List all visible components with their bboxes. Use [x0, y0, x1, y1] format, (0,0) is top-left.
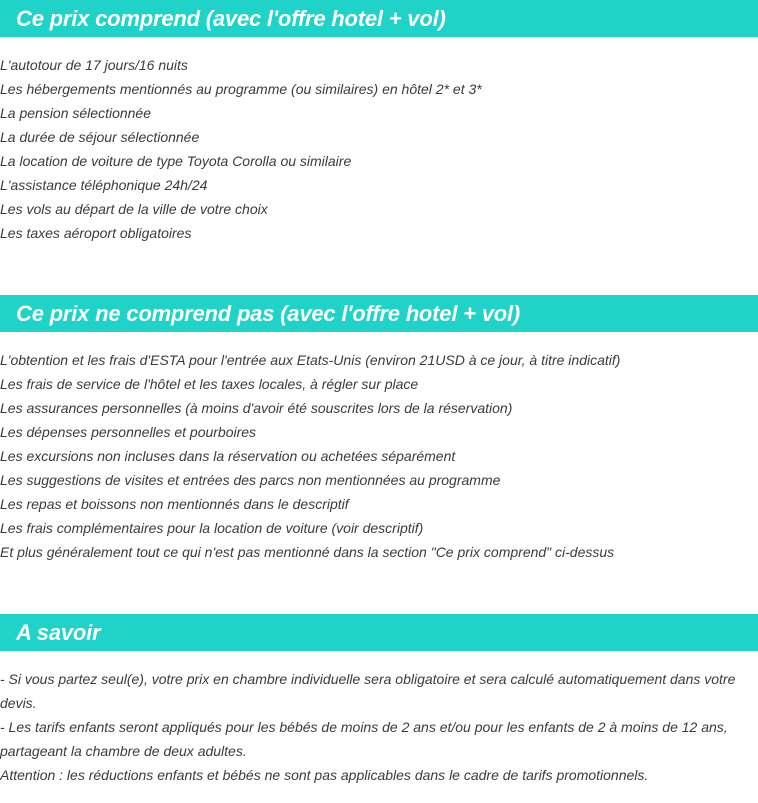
list-item: La pension sélectionnée [0, 105, 152, 121]
included-section-header [0, 0, 758, 37]
list-item: Les dépenses personnelles et pourboires [0, 424, 257, 440]
included-section-title: Ce prix comprend (avec l'offre hotel + vol) [16, 5, 446, 31]
list-item: Et plus généralement tout ce qui n'est pas mentionné dans la section "Ce prix comprend" ci-dessus [0, 544, 615, 560]
list-item: Les frais de service de l'hôtel et les taxes locales, à régler sur place [0, 376, 419, 392]
info-paragraph-child-rates: - Les tarifs enfants seront appliqués pour les bébés de moins de 2 ans et/ou pour les enfants de 2 à moins de 12 ans, partageant la chambre de deux adultes. [0, 719, 728, 759]
excluded-list [0, 348, 758, 564]
list-item: Les frais complémentaires pour la location de voiture (voir descriptif) [0, 520, 424, 536]
list-item: L'assistance téléphonique 24h/24 [0, 177, 208, 193]
list-item: L'obtention et les frais d'ESTA pour l'entrée aux Etats-Unis (environ 21USD à ce jour, à titre indicatif) [0, 352, 621, 368]
list-item: L'autotour de 17 jours/16 nuits [0, 57, 188, 73]
list-item: Les excursions non incluses dans la réservation ou achetées séparément [0, 448, 456, 464]
info-section-header [0, 614, 758, 651]
excluded-section-header [0, 295, 758, 332]
list-item: La durée de séjour sélectionnée [0, 129, 200, 145]
info-paragraph-promo-warning: Attention : les réductions enfants et bébés ne sont pas applicables dans le cadre de tarifs promotionnels. [0, 767, 649, 783]
excluded-section-title: Ce prix ne comprend pas (avec l'offre hotel + vol) [16, 300, 521, 326]
info-section-title: A savoir [16, 619, 101, 645]
info-paragraph-single-traveler: - Si vous partez seul(e), votre prix en chambre individuelle sera obligatoire et sera calculé automatiquement dans votre devis. [0, 671, 736, 711]
list-item: La location de voiture de type Toyota Corolla ou similaire [0, 153, 352, 169]
list-item: Les hébergements mentionnés au programme (ou similaires) en hôtel 2* et 3* [0, 81, 482, 97]
list-item: Les assurances personnelles (à moins d'avoir été souscrites lors de la réservation) [0, 400, 513, 416]
list-item: Les suggestions de visites et entrées des parcs non mentionnées au programme [0, 472, 501, 488]
info-paragraphs [0, 667, 752, 787]
list-item: Les repas et boissons non mentionnés dans le descriptif [0, 496, 349, 512]
included-list [0, 53, 758, 245]
list-item: Les taxes aéroport obligatoires [0, 225, 192, 241]
list-item: Les vols au départ de la ville de votre choix [0, 201, 268, 217]
